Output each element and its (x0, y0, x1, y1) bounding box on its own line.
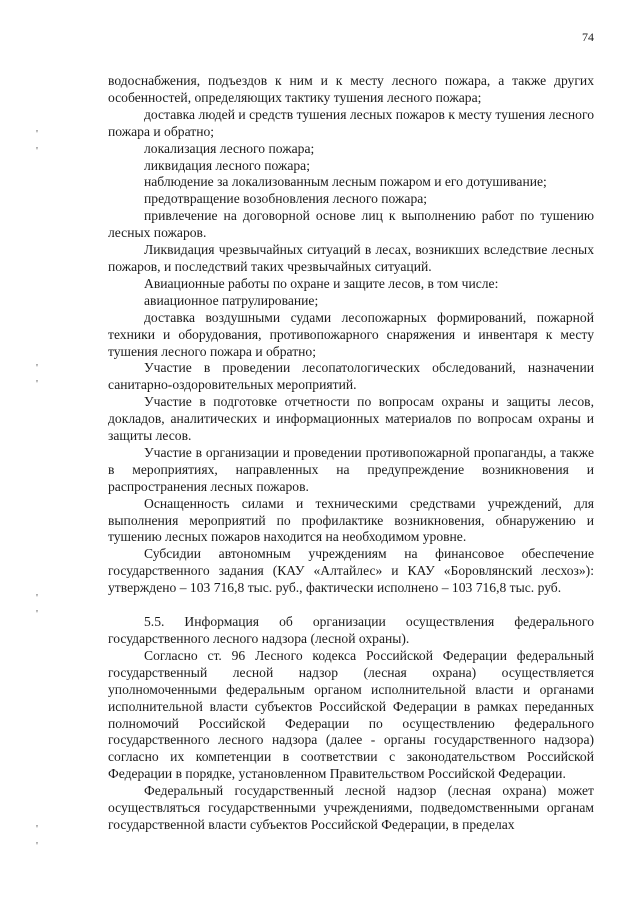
margin-mark: ' (36, 592, 38, 604)
margin-mark: ' (36, 823, 38, 835)
paragraph: доставка людей и средств тушения лесных пожаров к месту тушения лесного пожара и обратно; (108, 106, 594, 139)
margin-mark: ' (36, 608, 38, 620)
paragraph: привлечение на договорной основе лиц к выполнению работ по тушению лесных пожаров. (108, 208, 594, 241)
paragraph: Оснащенность силами и техническими средствами учреждений, для выполнения мероприятий по профилактике возникновения, обнаружению и тушению лесных пожаров находится на необходимом уровне. (108, 495, 594, 545)
margin-mark: ' (36, 128, 38, 140)
margin-mark: ' (36, 378, 38, 390)
paragraph: доставка воздушными судами лесопожарных формирований, пожарной техники и оборудования, противопожарного снаряжения и инвентаря к месту тушения лесного пожара и обратно; (108, 309, 594, 359)
margin-mark: ' (36, 840, 38, 852)
section-heading: 5.5. Информация об организации осуществления федерального государственного лесного надзора (лесной охраны). (108, 614, 594, 646)
paragraph: Авиационные работы по охране и защите лесов, в том числе: (144, 275, 499, 291)
paragraph: водоснабжения, подъездов к ним и к месту лесного пожара, а также других особенностей, определяющих тактику тушения лесного пожара; (108, 73, 594, 105)
paragraph: ликвидация лесного пожара; (144, 157, 310, 173)
paragraph: наблюдение за локализованным лесным пожаром и его дотушивание; (144, 174, 547, 190)
margin-mark: ' (36, 362, 38, 374)
paragraph: Участие в организации и проведении противопожарной пропаганды, а также в мероприятиях, направленных на предупреждение возникновения и распространения лесных пожаров. (108, 444, 594, 494)
paragraph: авиационное патрулирование; (144, 292, 319, 308)
paragraph: Участие в подготовке отчетности по вопросам охраны и защиты лесов, докладов, аналитических и информационных материалов по вопросам охраны и защиты лесов. (108, 394, 594, 444)
paragraph: Согласно ст. 96 Лесного кодекса Российской Федерации федеральный государственный лесной надзор (лесная охрана) осуществляется уполномоченными федеральным органом исполнительной власти и органами исполнительной власти субъектов Российской Федерации в рамках переданных полномочий Российской Федерации по осуществлению федерального государственного лесного надзора (далее - органы государственного надзора) согласно их компетенции в соответствии с законодательством Российской Федерации в порядке, установленном Правительством Российской Федерации. (108, 647, 594, 782)
paragraph: Субсидии автономным учреждениям на финансовое обеспечение государственного задания (КАУ «Алтайлес» и КАУ «Боровлянский лесхоз»): утверждено – 103 716,8 тыс. руб., фактически исполнено – 103 716,8 тыс. руб. (108, 546, 594, 596)
paragraph: предотвращение возобновления лесного пожара; (144, 191, 428, 207)
document-body (108, 73, 594, 834)
paragraph: Федеральный государственный лесной надзор (лесная охрана) может осуществляться государственными учреждениями, подведомственными органам государственной власти субъектов Российской Федерации, в пределах (108, 783, 594, 832)
page-number: 74 (582, 30, 594, 44)
margin-mark: ' (36, 145, 38, 157)
paragraph: Ликвидация чрезвычайных ситуаций в лесах, возникших вследствие лесных пожаров, и последствий таких чрезвычайных ситуаций. (108, 242, 594, 274)
paragraph: локализация лесного пожара; (144, 140, 315, 156)
paragraph: Участие в проведении лесопатологических обследований, назначении санитарно-оздоровительных мероприятий. (108, 360, 594, 393)
